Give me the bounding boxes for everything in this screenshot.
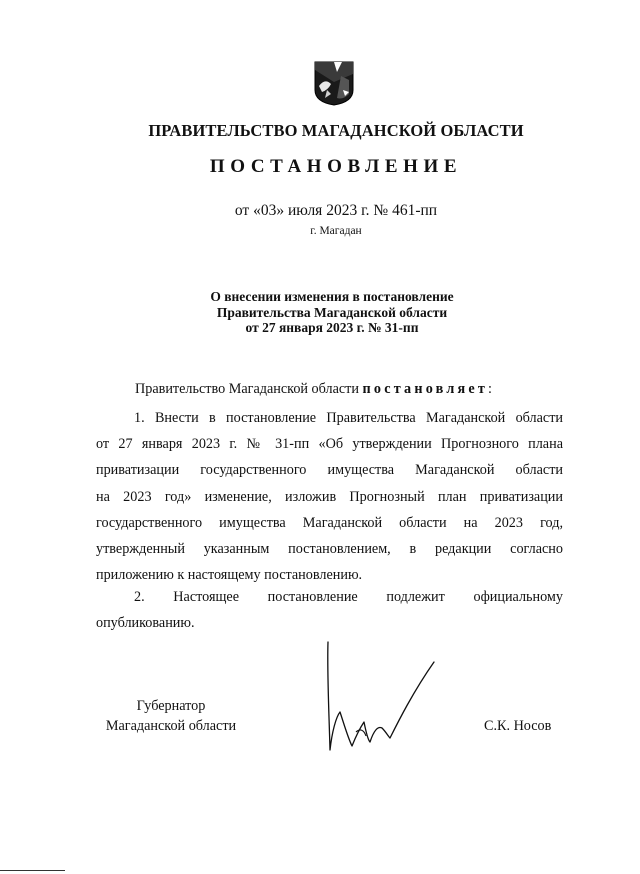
paragraph-line: приватизации государственного имущества Магаданской области <box>96 462 563 479</box>
handwritten-signature <box>318 632 438 762</box>
government-name: ПРАВИТЕЛЬСТВО МАГАДАНСКОЙ ОБЛАСТИ <box>148 121 524 140</box>
signer-position-line: Магаданской области <box>105 718 237 734</box>
paragraph-line: опубликованию. <box>96 615 195 631</box>
item-1-paragraph <box>96 405 563 588</box>
paragraph-line: приложению к настоящему постановлению. <box>96 567 363 584</box>
paragraph-line: от 27 января 2023 г. № 31-пп «Об утверждении Прогнозного плана <box>96 436 563 453</box>
document-type-title: ПОСТАНОВЛЕНИЕ <box>209 156 463 177</box>
signer-position <box>96 696 246 736</box>
subject-line: Правительства Магаданской области <box>216 304 448 320</box>
coat-of-arms-emblem <box>313 60 355 106</box>
footer-divider <box>0 870 65 871</box>
subject-line: О внесении изменения в постановление <box>210 289 454 304</box>
intro-text: Правительство Магаданской области <box>135 381 363 397</box>
intro-paragraph <box>135 381 563 398</box>
item-2-paragraph <box>96 584 563 636</box>
paragraph-line: утвержденный указанным постановлением, в редакции согласно <box>96 541 563 558</box>
paragraph-line: 1. Внести в постановление Правительства Магаданской области <box>134 410 563 426</box>
intro-keyword: постановляет <box>362 381 489 397</box>
subject-line: от 27 января 2023 г. № 31-пп <box>245 320 419 335</box>
intro-colon: : <box>488 381 492 397</box>
document-city: г. Магадан <box>310 225 362 237</box>
document-subject <box>0 289 640 336</box>
paragraph-line: на 2023 год» изменение, изложив Прогнозный план приватизации <box>96 488 563 505</box>
signer-position-line: Губернатор <box>136 698 206 714</box>
document-date-number: от «03» июля 2023 г. № 461-пп <box>234 202 438 219</box>
paragraph-line: 2. Настоящее постановление подлежит официальному <box>134 589 563 605</box>
signer-name: С.К. Носов <box>484 718 552 734</box>
paragraph-line: государственного имущества Магаданской области на 2023 год, <box>96 514 563 531</box>
